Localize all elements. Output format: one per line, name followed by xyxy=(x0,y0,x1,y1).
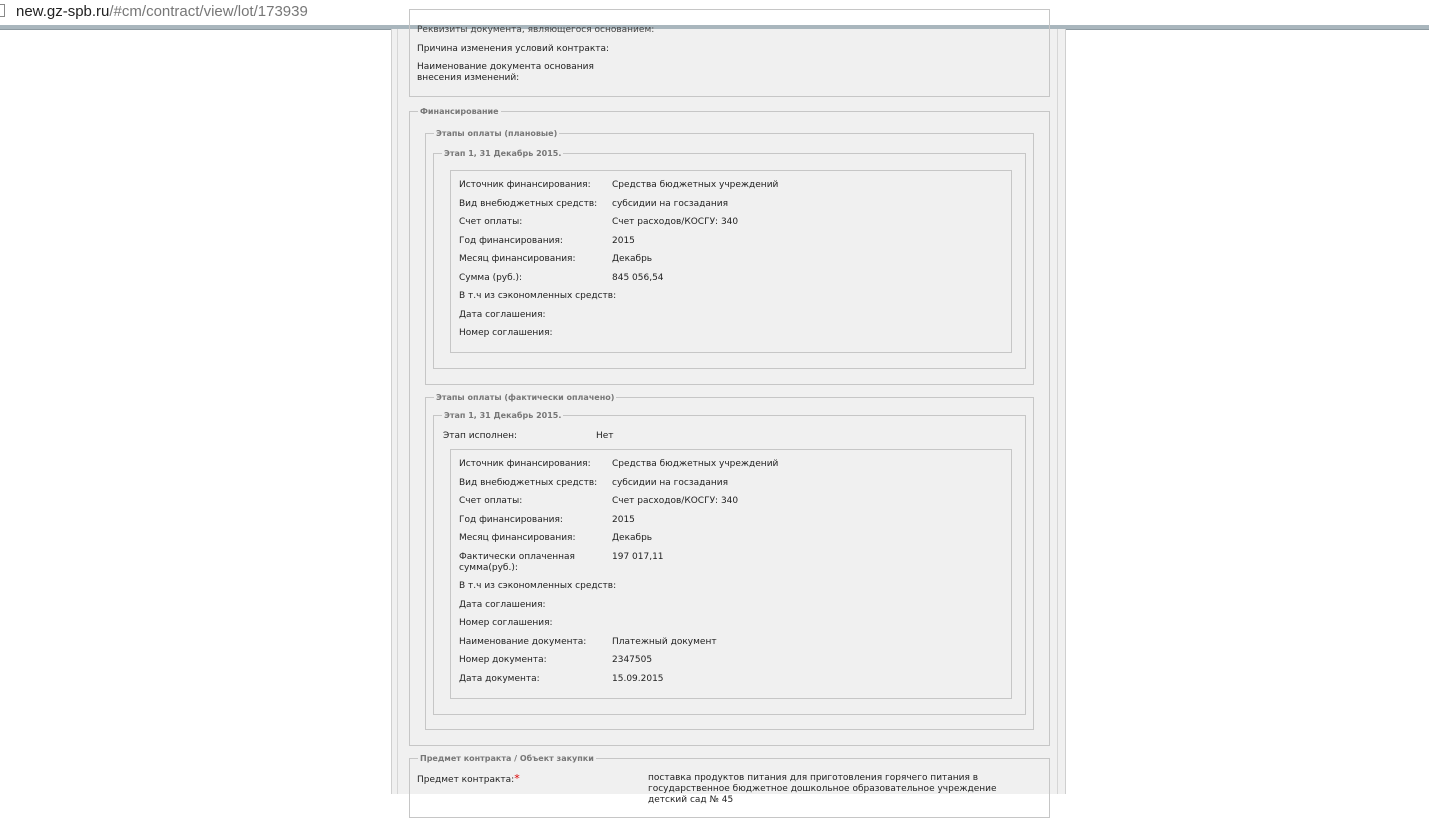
planned-agreement-number-label: Номер соглашения: xyxy=(459,328,553,338)
planned-source-label: Источник финансирования: xyxy=(459,180,591,190)
change-reason-label: Причина изменения условий контракта: xyxy=(417,44,610,54)
actual-paid-sum-value: 197 017,11 xyxy=(612,552,664,562)
url-path: /#cm/contract/view/lot/173939 xyxy=(109,3,308,20)
actual-document-date-value: 15.09.2015 xyxy=(612,674,664,684)
url-host: new.gz-spb.ru xyxy=(16,3,110,20)
actual-source-label: Источник финансирования: xyxy=(459,459,591,469)
actual-year-label: Год финансирования: xyxy=(459,515,563,525)
financing-fieldset xyxy=(409,107,1050,746)
actual-paid-sum-label: Фактически оплаченная сумма(руб.): xyxy=(459,552,575,573)
planned-account-label: Счет оплаты: xyxy=(459,217,523,227)
planned-stage-1-details xyxy=(450,170,1012,353)
actual-agreement-number-label: Номер соглашения: xyxy=(459,618,553,628)
actual-document-number-label: Номер документа: xyxy=(459,655,547,665)
actual-month-value: Декабрь xyxy=(612,533,653,543)
actual-stages-legend: Этапы оплаты (фактически оплачено) xyxy=(436,393,615,402)
planned-sum-label: Сумма (руб.): xyxy=(459,273,523,283)
actual-account-label: Счет оплаты: xyxy=(459,496,523,506)
planned-stages-fieldset xyxy=(425,129,1034,385)
planned-account-value: Счет расходов/КОСГУ: 340 xyxy=(612,217,739,227)
planned-stages-legend: Этапы оплаты (плановые) xyxy=(436,129,558,138)
change-document-name-label: Наименование документа основания внесения изменений: xyxy=(417,62,594,83)
planned-saved-label: В т.ч из сэкономленных средств: xyxy=(459,291,617,301)
panel-inner-border-right xyxy=(1057,29,1058,794)
subject-label-text: Предмет контракта: xyxy=(417,775,515,785)
planned-month-value: Декабрь xyxy=(612,254,653,264)
page-icon xyxy=(0,4,5,17)
contract-view-panel xyxy=(391,25,1066,805)
subject-label xyxy=(417,773,520,786)
subject-legend: Предмет контракта / Объект закупки xyxy=(420,754,594,763)
planned-sum-value: 845 056,54 xyxy=(612,273,664,283)
planned-agreement-date-label: Дата соглашения: xyxy=(459,310,546,320)
actual-month-label: Месяц финансирования: xyxy=(459,533,576,543)
planned-year-label: Год финансирования: xyxy=(459,236,563,246)
planned-stage-1-fieldset xyxy=(433,149,1026,369)
actual-source-value: Средства бюджетных учреждений xyxy=(612,459,779,469)
actual-saved-label: В т.ч из сэкономленных средств: xyxy=(459,581,617,591)
required-mark: * xyxy=(514,772,520,785)
subject-value: поставка продуктов питания для приготовления горячего питания в государственное бюджетное дошкольное образовательное учреждение детский сад № 45 xyxy=(648,773,997,805)
actual-stages-fieldset xyxy=(425,393,1034,730)
actual-offbudget-value: субсидии на госзадания xyxy=(612,478,729,488)
actual-document-number-value: 2347505 xyxy=(612,655,653,665)
actual-document-name-value: Платежный документ xyxy=(612,637,717,647)
subject-fieldset xyxy=(409,754,1050,818)
panel-inner-border-left xyxy=(397,29,398,794)
planned-month-label: Месяц финансирования: xyxy=(459,254,576,264)
planned-source-value: Средства бюджетных учреждений xyxy=(612,180,779,190)
actual-account-value: Счет расходов/КОСГУ: 340 xyxy=(612,496,739,506)
changes-fieldset xyxy=(409,9,1050,97)
actual-stage-1-details xyxy=(450,449,1012,699)
planned-stage-1-legend: Этап 1, 31 Декабрь 2015. xyxy=(444,149,562,158)
actual-document-name-label: Наименование документа: xyxy=(459,637,587,647)
basis-document-label: Реквизиты документа, являющегося основанием: xyxy=(417,25,655,35)
planned-offbudget-label: Вид внебюджетных средств: xyxy=(459,199,598,209)
actual-offbudget-label: Вид внебюджетных средств: xyxy=(459,478,598,488)
actual-stage-1-fieldset xyxy=(433,411,1026,715)
planned-year-value: 2015 xyxy=(612,236,635,246)
actual-agreement-date-label: Дата соглашения: xyxy=(459,600,546,610)
url-text[interactable] xyxy=(16,3,308,20)
planned-offbudget-value: субсидии на госзадания xyxy=(612,199,729,209)
stage-done-value: Нет xyxy=(596,431,614,441)
actual-document-date-label: Дата документа: xyxy=(459,674,540,684)
actual-year-value: 2015 xyxy=(612,515,635,525)
financing-legend: Финансирование xyxy=(420,107,499,116)
stage-done-label: Этап исполнен: xyxy=(443,431,518,441)
actual-stage-1-legend: Этап 1, 31 Декабрь 2015. xyxy=(444,411,562,420)
